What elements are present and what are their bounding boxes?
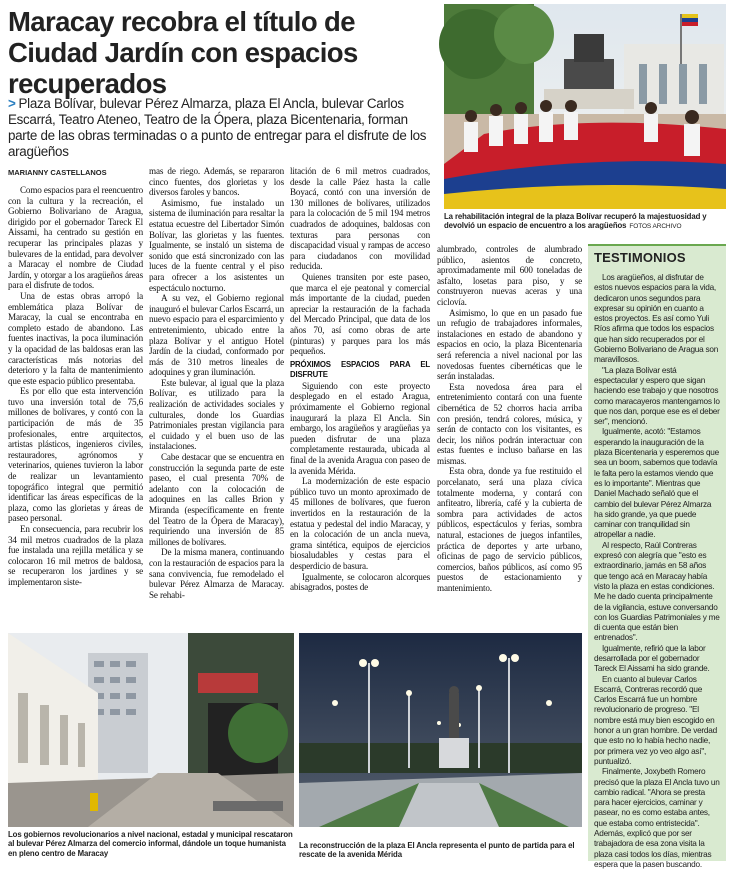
plaza-bolivar-photo	[444, 4, 726, 209]
sidebar-paragraph: "La plaza Bolívar está espectacular y espero que sigan haciendo ese trabajo y que nosotros como maracayeros mantengamos lo que nos dan, porque ese es el deber ser", mencionó.	[594, 365, 720, 427]
col1-paragraph: Es por ello que esta intervención tuvo una inversión total de 75,6 millones de bolívares, y contó con la participación de más de 35 profesionales, entre arquitectos, artistas plásticos, ingenieros civiles, restauradores, agrónomos y veterinarios, quienes tuvieron la labor de realizar un levantamiento topográfico integral que permitió identificar las áreas específicas de la plaza, como las glorietas y áreas de paseo personal.	[8, 386, 143, 524]
article-column-4	[437, 244, 582, 625]
col2-paragraph: mas de riego. Además, se repararon cinco fuentes, dos glorietas y los diversos faroles y bancos.	[149, 166, 284, 198]
col3-paragraph: La modernización de este espacio público tuvo un monto aproximado de 45 millones de bolívares, que fueron invertidos en la restauración de la estatua y pedestal del indio Maracay, y en la colocación de un ancla nueva, grama sintética, equipos de ejercicios biosaludables y cestas para el desperdicio de basura.	[290, 476, 430, 571]
sidebar-title: TESTIMONIOS	[594, 250, 686, 265]
top-photo-caption-text: La rehabilitación integral de la plaza Bolívar recuperó la majestuosidad y devolvió un espacio de encuentro a los aragüeños	[444, 212, 707, 231]
article-column-3	[290, 166, 430, 625]
col3-paragraph: Quienes transiten por este paseo, que marca el eje peatonal y comercial más importante de la ciudad, pueden apreciar la restauración de la fachada del Mercado Principal, que data de los años 70, así como obras de arte (pinturas) y parques para los más pequeños.	[290, 271, 430, 357]
sidebar-paragraph: En cuanto al bulevar Carlos Escarrá, Contreras recordó que Carlos Escarrá fue un hombre revolucionario de progreso. "El nombre está muy bien escogido en honor a un gran hombre. De verdad que esto no lo había hecho nadie, por primera vez yo veo algo así", puntualizó.	[594, 674, 717, 766]
sidebar-paragraph: Igualmente, acotó: "Estamos esperando la inauguración de la plaza Bicentenaria y esperemos que sea un boom, sabemos que todavía le falta pero la estamos viendo que es lo importante". Mientras que Daniel Machado señaló que el cambio del bulevar Pérez Almarza ha sido grande, ya que puede caminar con tranquilidad sin atropellar a nadie.	[594, 427, 719, 540]
section-subhead: PRÓXIMOS ESPACIOS PARA EL DISFRUTE	[290, 359, 430, 380]
col3-paragraph: Igualmente, se colocaron alcorques abisagrados, postes de	[290, 571, 430, 593]
sidebar-paragraph: Al respecto, Raúl Contreras expresó con alegría que "esto es extraordinario, jamás en 58 años que tengo acá en Maracay había visto la plaza en estas condiciones. Me he dado cuenta principalmente de la vigilancia, estuve conversando con los Guardias Patrimoniales y me di cuenta que están bien entrenados".	[594, 540, 720, 643]
article-column-1	[8, 185, 143, 625]
col3-paragraph: litación de 6 mil metros cuadrados, desde la calle Páez hasta la calle Boyacá, contó con una inversión de 130 millones de bolívares, utilizados para la colocación de 5 mil 194 metros cuadrados de adoquines, baldosas con texturas para personas con discapacidad visual y rampas de acceso para ciudadanos con movilidad reducida.	[290, 166, 430, 272]
sidebar-body	[594, 273, 720, 870]
bottom-mid-caption: La reconstrucción de la plaza El Ancla representa el punto de partida para el rescate de la avenida Mérida	[299, 841, 575, 860]
photo-credit: FOTOS ARCHIVO	[629, 223, 682, 231]
col4-paragraph: alumbrado, controles de alumbrado público, asientos de concreto, aproximadamente mil 600 toneladas de asfalto, losetas para piso, y se construyeron nuevas aceras y una ciclovía.	[437, 244, 582, 307]
col4-paragraph: Esta obra, donde ya fue restituido el porcelanato, será una plaza cívica totalmente moderna, y contará con anfiteatro, librería, café y la cubierta de sombra para actividades de actos públicos, espectáculos y ferias, sombra natural, estaciones de juegos infantiles, práctica de deportes y arte urbano, oficinas de pago de servicio públicos, comercios, baños públicos, así como 95 puestos de estacionamiento y mantenimiento.	[437, 466, 582, 593]
col4-paragraph: Asimismo, lo que en un pasado fue un refugio de trabajadores informales, instalaciones en estado de abandono y espacios en ocio, la plaza Bicentenaria será referencia a nivel nacional por las novedosas fuentes cibernéticas que le serán instaladas.	[437, 307, 582, 382]
col2-paragraph: Asimismo, fue instalado un sistema de iluminación para resaltar la estatua ecuestre del Libertador Simón Bolívar, las glorietas y las fuentes. Igualmente, se instaló un sistema de sonido que está sincronizado con las luces de la fuente central y el piso para ofrecer a los asistentes un espectáculo nocturno.	[149, 197, 284, 293]
col1-paragraph: En consecuencia, para recubrir los 34 mil metros cuadrados de la plaza fue instalada una rejilla metálica y se colocaron 16 mil metros de baldosa, se recuperaron los jardines y se implementaron siste-	[8, 524, 143, 587]
top-photo-caption	[444, 212, 728, 232]
bulevar-photo	[8, 633, 294, 827]
byline: MARIANNY CASTELLANOS	[8, 168, 107, 177]
col2-paragraph: Este bulevar, al igual que la plaza Bolívar, es utilizado para la realización de actividades sociales y culturales, donde los Guardias Patrimoniales prestan vigilancia para el cuidado y el buen uso de las instalaciones.	[149, 377, 284, 452]
testimonios-sidebar	[588, 244, 726, 869]
bottom-left-caption: Los gobiernos revolucionarios a nivel nacional, estadal y municipal rescataron al bulevar Pérez Almarza del comercio informal, dándole un toque humanista en pleno centro de Maracay	[8, 830, 293, 858]
lead-paragraph	[8, 96, 440, 160]
col4-paragraph: Esta novedosa área para el entretenimiento contará con una fuente cibernética de 52 chorros hacia arriba con presión, tendrá colores, música, y serán de contacto con los visitantes, es decir, los niños podrán interactuar con estas fuentes e incluso bañarse en las mismas.	[437, 381, 582, 466]
col2-paragraph: Cabe destacar que se encuentra en construcción la segunda parte de este paseo, el cual presenta 70% de adelanto con la colocación de adoquines en las calles Brion y Miranda (específicamente en frente del Teatro de la Ópera de Maracay), requiriendo una inversión de 85 millones de bolívares.	[149, 452, 284, 547]
plaza-el-ancla-photo	[299, 633, 582, 827]
headline: Maracay recobra el título de Ciudad Jardín con espacios recuperados	[8, 6, 358, 99]
col2-paragraph: A su vez, el Gobierno regional inauguró el bulevar Carlos Escarrá, un nuevo espacio para el esparcimiento y entretenimiento, ubicado entre la plaza Bolívar y el antiguo Hotel Jardín de la ciudad, conformado por más de 310 metros lineales de adoquines y gran iluminación.	[149, 293, 284, 378]
article-column-2	[149, 166, 284, 625]
sidebar-paragraph: Finalmente, Joxybeth Romero precisó que la plaza El Ancla tuvo un cambio radical. "Ahora se presta para hacer ejercicios, caminar y pasear, no es como estaba antes, que estaba como entristecida". Además, explicó que por ser trabajadora de esa zona visita la plaza casi todos los días, mientras espera que la pasen buscando.	[594, 767, 720, 869]
lead-arrow: >	[8, 96, 16, 111]
col3-paragraph: Siguiendo con este proyecto desplegado en el estado Aragua, próximamente el Gobierno regional inaugurará la plaza El Ancla. Sin embargo, los aragüeños y aragüeñas ya pueden disfrutar de una plaza completamente restaurada, ubicada al final de la avenida Aragua con paseo de la avenida Mérida.	[290, 380, 430, 476]
col1-paragraph: Una de estas obras arropó la emblemática plaza Bolívar de Maracay, la cual se encontraba en completo estado de abandono. Las fuentes inactivas, la poca iluminación y la opacidad de las baldosas eran las características más notorias del deterioro y la falta de mantenimiento que este espacio público presentaba.	[8, 290, 143, 386]
sidebar-paragraph: Los aragüeños, al disfrutar de estos nuevos espacios para la vida, dedicaron unos segundos para expresar su opinión en cuanto a estos proyectos. Es así como Yuli Ríos afirma que todos los espacios que han sido recuperados por el Gobierno Bolivariano de Aragua son maravillosos.	[594, 273, 719, 365]
col2-paragraph: De la misma manera, continuando con la restauración de espacios para la sana convivencia, fue remodelado el bulevar Pérez Almarza de Maracay. Se rehabi-	[149, 547, 284, 600]
sidebar-paragraph: Igualmente, refirió que la labor desarrollada por el gobernador Tareck El Aissami ha sido grande.	[594, 643, 710, 674]
lead-text: Plaza Bolívar, bulevar Pérez Almarza, plaza El Ancla, bulevar Carlos Escarrá, Teatro Ateneo, Teatro de la Ópera, plaza Bicentenaria, forman parte de las obras terminadas o a punto de entregar para el disfrute de los aragüeños	[8, 96, 427, 159]
col1-paragraph: Como espacios para el reencuentro con la cultura y la recreación, el Gobierno Bolivariano de Aragua, dirigido por el gobernador Tareck El Aissami, ha centrado su gestión en recuperar las principales plazas y bulevares de la entidad, para devolver a Maracay el nombre de Ciudad Jardín, y otorgar a los aragüeños áreas para el disfrute de todos.	[8, 185, 143, 291]
